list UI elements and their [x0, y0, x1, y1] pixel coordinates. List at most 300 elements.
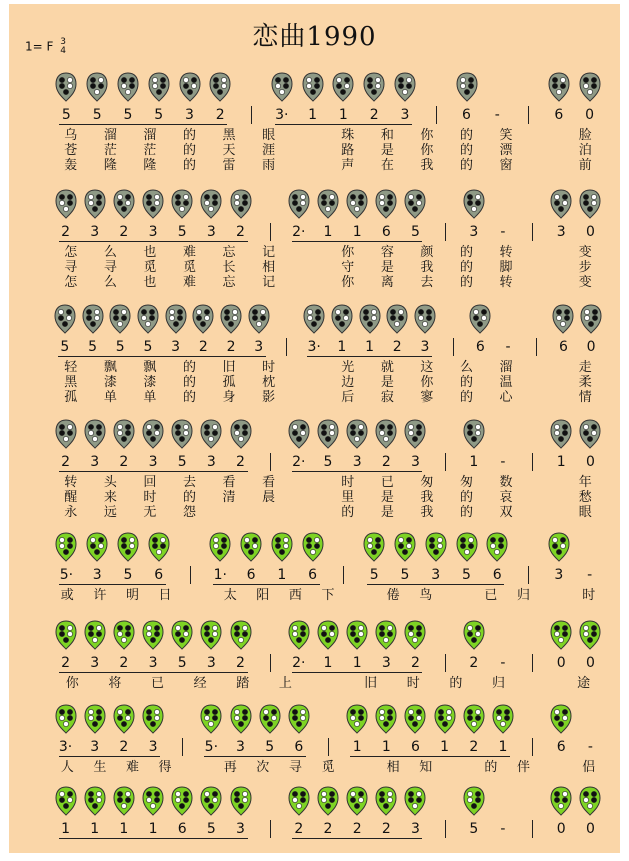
ocarina-fingering-icon	[230, 419, 252, 449]
lyric-char: 的	[459, 490, 473, 505]
note: 3	[206, 224, 216, 240]
lyric-char: 雷	[222, 158, 236, 173]
ocarina-fingering-icon	[548, 72, 570, 102]
note: 6	[462, 107, 471, 123]
lyric-char: 枕	[262, 375, 276, 390]
bar-line	[270, 820, 271, 838]
ocarina-fingering-icon	[317, 189, 339, 219]
lyric-char: 时	[341, 475, 355, 490]
note: 3	[90, 655, 100, 671]
ocarina-fingering-icon	[302, 72, 324, 102]
note: 3	[90, 739, 100, 755]
lyric-char: 轰	[64, 158, 78, 173]
ocarina-fingering-icon	[463, 189, 485, 219]
lyric-char: 你	[420, 143, 434, 158]
note: 3	[148, 224, 158, 240]
note: 6	[294, 739, 304, 755]
bar-line	[532, 223, 533, 241]
ocarina-fingering-icon	[55, 620, 77, 650]
note: 5	[177, 454, 187, 470]
note: 0	[585, 655, 595, 671]
lyric-char: 你	[65, 676, 79, 691]
ocarina-fingering-icon	[550, 704, 572, 734]
lyric-char: 侣	[582, 760, 596, 775]
note: 2	[469, 655, 479, 671]
ocarina-fingering-icon	[209, 532, 231, 562]
lyric-char: 知	[419, 760, 433, 775]
note: 0	[585, 224, 595, 240]
lyric-char: 的	[182, 360, 196, 375]
time-bottom: 4	[60, 46, 66, 56]
note: 1	[119, 821, 129, 837]
ocarina-fingering-icon	[492, 704, 514, 734]
ocarina-fingering-icon	[86, 72, 108, 102]
note: 2	[215, 107, 225, 123]
ocarina-fingering-icon	[271, 532, 293, 562]
lyric-char: 隆	[103, 158, 117, 173]
lyric-char: 你	[420, 375, 434, 390]
ocarina-fingering-icon	[117, 72, 139, 102]
note: 3	[171, 339, 181, 355]
beam-line	[204, 838, 247, 839]
note: 2	[392, 339, 402, 355]
ocarina-fingering-icon	[346, 189, 368, 219]
note: 6	[556, 739, 566, 755]
ocarina-fingering-icon	[84, 189, 106, 219]
bar-line	[532, 820, 533, 838]
lyric-char: 声	[341, 158, 355, 173]
lyric-char: 途	[577, 676, 591, 691]
lyric-char: 寥	[420, 390, 434, 405]
note-line	[9, 106, 620, 124]
lyric-char: 柔	[578, 375, 592, 390]
lyric-char: 边	[341, 375, 355, 390]
lyric-char: 脸	[578, 128, 592, 143]
lyric-char: 忘	[222, 275, 236, 290]
ocarina-fingering-icon	[469, 304, 491, 334]
note: 3	[352, 454, 362, 470]
note: 3	[236, 821, 245, 837]
bar-line	[270, 453, 271, 471]
note: 3	[148, 655, 158, 671]
lyric-char: 笑	[499, 128, 513, 143]
note: 1	[337, 339, 347, 355]
bar-line	[343, 566, 344, 584]
lyric-char: 茫	[103, 143, 117, 158]
note: 2	[61, 655, 71, 671]
lyric-char: 守	[341, 260, 355, 275]
beam-line	[117, 756, 160, 757]
note: -	[500, 454, 506, 470]
note-line	[9, 338, 620, 356]
lyric-char: 容	[380, 245, 394, 260]
ocarina-fingering-icon	[463, 786, 485, 816]
note: 6	[381, 224, 391, 240]
lyric-char: 眼	[262, 128, 276, 143]
beam-line	[204, 241, 247, 242]
note: 2	[411, 655, 420, 671]
note: 1	[440, 739, 450, 755]
lyric-char: 双	[499, 505, 513, 520]
bar-line	[532, 654, 533, 672]
ocarina-fingering-icon	[404, 620, 426, 650]
lyric-char: 觅	[182, 260, 196, 275]
bar-line	[182, 738, 183, 756]
lyric-char: 这	[420, 360, 434, 375]
lyric-char: 将	[108, 676, 122, 691]
lyric-char: 看	[262, 475, 276, 490]
lyric-line	[9, 128, 620, 143]
lyric-char: 无	[143, 505, 157, 520]
lyric-char: 难	[182, 245, 196, 260]
lyric-char: 归	[491, 676, 505, 691]
lyric-char: 离	[380, 275, 394, 290]
ocarina-fingering-icon	[579, 786, 601, 816]
lyric-char: 年	[578, 475, 592, 490]
lyric-char: 的	[459, 505, 473, 520]
bar-line	[532, 453, 533, 471]
ocarina-fingering-icon	[552, 304, 574, 334]
note: -	[587, 567, 593, 583]
lyric-char: 光	[341, 360, 355, 375]
note: 3	[469, 224, 479, 240]
time-signature	[60, 38, 66, 56]
ocarina-fingering-icon	[179, 72, 201, 102]
note: 3	[90, 224, 100, 240]
lyric-char: 的	[459, 375, 473, 390]
ocarina-fingering-icon	[550, 419, 572, 449]
key-text: 1= F	[25, 39, 54, 54]
lyric-char: 孤	[64, 390, 78, 405]
ocarina-fingering-icon	[404, 189, 426, 219]
beam-line	[379, 672, 422, 673]
beam-line	[467, 756, 510, 757]
lyric-char: 哀	[499, 490, 513, 505]
ocarina-fingering-icon	[375, 419, 397, 449]
ocarina-fingering-icon	[548, 532, 570, 562]
lyric-char: 踏	[236, 676, 250, 691]
lyric-char: 的	[459, 158, 473, 173]
lyric-char: 茫	[143, 143, 157, 158]
note: 2	[236, 224, 245, 240]
beam-line	[224, 356, 266, 357]
note: 3	[90, 454, 100, 470]
ocarina-fingering-icon	[82, 304, 104, 334]
bar-line	[453, 338, 454, 356]
bar-line	[251, 106, 252, 124]
lyric-line	[9, 260, 620, 275]
lyric-char: 苍	[64, 143, 78, 158]
note: 6	[475, 339, 485, 355]
ocarina-fingering-icon	[113, 786, 135, 816]
lyric-line	[9, 505, 620, 520]
lyric-char: 日	[158, 588, 172, 603]
ocarina-fingering-icon	[394, 72, 416, 102]
note: 3	[420, 339, 430, 355]
note: 1	[556, 454, 566, 470]
note: 2	[381, 454, 391, 470]
lyric-char: 孤	[222, 375, 236, 390]
ocarina-fingering-icon	[463, 620, 485, 650]
lyric-char: 就	[380, 360, 394, 375]
beam-line	[379, 471, 422, 472]
lyric-char: 或	[60, 588, 74, 603]
lyric-char: 么	[103, 275, 117, 290]
ocarina-fingering-icon	[414, 304, 436, 334]
lyric-char: 变	[578, 275, 592, 290]
lyric-char: 雨	[262, 158, 276, 173]
lyric-char: 的	[459, 245, 473, 260]
lyric-char: 相	[262, 260, 276, 275]
lyric-char: 身	[222, 390, 236, 405]
lyric-char: 转	[499, 275, 513, 290]
lyric-char: 脚	[499, 260, 513, 275]
note: 5	[60, 339, 70, 355]
note-line	[9, 566, 620, 584]
note: 1	[277, 567, 287, 583]
ocarina-fingering-icon	[240, 532, 262, 562]
lyric-char: 时	[262, 360, 276, 375]
lyric-char: 飘	[143, 360, 157, 375]
ocarina-fingering-icon	[171, 189, 193, 219]
note: 2	[369, 107, 379, 123]
lyric-char: 已	[380, 475, 394, 490]
lyric-char: 乌	[64, 128, 78, 143]
ocarina-fingering-icon	[200, 786, 222, 816]
lyric-char: 明	[125, 588, 139, 603]
ocarina-fingering-icon	[404, 786, 426, 816]
lyric-char: 生	[93, 760, 107, 775]
ocarina-fingering-icon	[363, 532, 385, 562]
key-signature	[25, 38, 66, 56]
note-line	[9, 223, 620, 241]
lyric-char: 时	[582, 588, 596, 603]
lyric-line	[9, 475, 620, 490]
ocarina-fingering-icon	[142, 189, 164, 219]
note-line	[9, 820, 620, 838]
bar-line	[445, 223, 446, 241]
ocarina-fingering-icon	[579, 419, 601, 449]
note: 5	[88, 339, 97, 355]
ocarina-fingering-icon	[55, 72, 77, 102]
beam-line	[263, 756, 306, 757]
lyric-char: 窗	[499, 158, 513, 173]
lyric-char: 怨	[182, 505, 196, 520]
lyric-char: 已	[151, 676, 165, 691]
note: 2	[381, 821, 391, 837]
lyric-char: 人	[60, 760, 74, 775]
lyric-char: 是	[380, 260, 394, 275]
note: 1	[498, 739, 508, 755]
lyric-char: 是	[380, 143, 394, 158]
note: 0	[556, 655, 566, 671]
lyric-char: 黑	[64, 375, 78, 390]
lyric-char: 里	[341, 490, 355, 505]
ocarina-fingering-icon	[230, 620, 252, 650]
score-page	[9, 4, 620, 853]
note: 3	[148, 454, 158, 470]
lyric-char: 再	[223, 760, 237, 775]
note: 5	[115, 339, 125, 355]
lyric-char: 步	[578, 260, 592, 275]
note: 1	[352, 224, 362, 240]
lyric-line	[9, 490, 620, 505]
note: 2·	[292, 224, 306, 240]
note: 1	[323, 224, 333, 240]
ocarina-fingering-icon	[84, 620, 106, 650]
ocarina-fingering-icon	[580, 304, 602, 334]
lyric-line	[9, 143, 620, 158]
ocarina-fingering-icon	[171, 419, 193, 449]
ocarina-fingering-icon	[456, 72, 478, 102]
lyric-char: 觅	[321, 760, 335, 775]
lyric-char: 的	[449, 676, 463, 691]
note: 1·	[213, 567, 227, 583]
lyric-char: 醒	[64, 490, 78, 505]
note: 3·	[275, 107, 289, 123]
ocarina-fingering-icon	[288, 786, 310, 816]
lyric-char: 的	[182, 143, 196, 158]
lyric-char: 转	[499, 245, 513, 260]
note: 6	[554, 107, 564, 123]
ocarina-fingering-icon	[200, 419, 222, 449]
lyric-line	[9, 375, 620, 390]
note: 2·	[292, 454, 306, 470]
lyric-char: 忘	[222, 245, 236, 260]
lyric-char: 我	[420, 505, 434, 520]
lyric-char: 颜	[420, 245, 434, 260]
lyric-char: 太	[223, 588, 237, 603]
lyric-char: 温	[499, 375, 513, 390]
ocarina-fingering-icon	[346, 704, 368, 734]
lyric-char: 记	[262, 245, 276, 260]
ocarina-fingering-icon	[346, 620, 368, 650]
note: 2	[61, 224, 71, 240]
note: 5	[323, 454, 333, 470]
lyric-char: 泊	[578, 143, 592, 158]
ocarina-fingering-icon	[288, 419, 310, 449]
bar-line	[190, 566, 191, 584]
ocarina-fingering-icon	[317, 620, 339, 650]
lyric-char: 路	[341, 143, 355, 158]
ocarina-fingering-icon	[55, 704, 77, 734]
ocarina-fingering-icon	[248, 304, 270, 334]
lyric-char: 你	[420, 128, 434, 143]
note: 2	[236, 655, 245, 671]
lyric-char: 飘	[103, 360, 117, 375]
lyric-char: 也	[143, 245, 157, 260]
note: 5	[265, 739, 275, 755]
lyric-char: 和	[380, 128, 394, 143]
ocarina-fingering-icon	[86, 532, 108, 562]
lyric-char: 影	[262, 390, 276, 405]
note: 3	[411, 821, 420, 837]
lyric-char: 匆	[420, 475, 434, 490]
lyric-char: 时	[143, 490, 157, 505]
note: 5	[92, 107, 102, 123]
lyric-char: 漆	[103, 375, 117, 390]
ocarina-fingering-icon	[142, 419, 164, 449]
ocarina-fingering-icon	[171, 620, 193, 650]
lyric-char: 前	[578, 158, 592, 173]
lyric-char: 的	[341, 505, 355, 520]
lyric-char: 去	[182, 475, 196, 490]
lyric-char: 漂	[499, 143, 513, 158]
lyric-line	[9, 760, 620, 775]
lyric-char: 相	[386, 760, 400, 775]
lyric-char: 是	[380, 490, 394, 505]
ocarina-fingering-icon	[55, 419, 77, 449]
bar-line	[528, 106, 529, 124]
lyric-char: 后	[341, 390, 355, 405]
beam-line	[379, 241, 422, 242]
note: 3	[254, 339, 264, 355]
lyric-char: 寂	[380, 390, 394, 405]
ocarina-fingering-icon	[331, 304, 353, 334]
beam-line	[204, 672, 247, 673]
ocarina-fingering-icon	[463, 419, 485, 449]
lyric-char: 溜	[143, 128, 157, 143]
lyric-char: 寻	[288, 760, 302, 775]
ocarina-fingering-icon	[288, 189, 310, 219]
lyric-char: 经	[193, 676, 207, 691]
lyric-char: 我	[420, 158, 434, 173]
lyric-char: 轻	[64, 360, 78, 375]
lyric-char: 回	[143, 475, 157, 490]
ocarina-fingering-icon	[375, 189, 397, 219]
lyric-char: 黑	[222, 128, 236, 143]
note: 3	[400, 107, 410, 123]
lyric-char: 溜	[499, 360, 513, 375]
note: 2	[236, 454, 245, 470]
ocarina-fingering-icon	[404, 419, 426, 449]
note: 1	[352, 655, 362, 671]
beam-line	[460, 584, 505, 585]
ocarina-fingering-icon	[303, 304, 325, 334]
note: 1	[323, 655, 333, 671]
lyric-char: 晨	[262, 490, 276, 505]
ocarina-fingering-icon	[200, 189, 222, 219]
lyric-char: 的	[459, 260, 473, 275]
note: 2	[294, 821, 304, 837]
ocarina-fingering-icon	[84, 786, 106, 816]
lyric-char: 眼	[578, 505, 592, 520]
note: 0	[586, 339, 596, 355]
ocarina-fingering-icon	[386, 304, 408, 334]
lyric-char: 伴	[517, 760, 531, 775]
ocarina-fingering-icon	[434, 704, 456, 734]
ocarina-fingering-icon	[375, 704, 397, 734]
bar-line	[445, 654, 446, 672]
ocarina-fingering-icon	[55, 532, 77, 562]
ocarina-fingering-icon	[113, 419, 135, 449]
lyric-line	[9, 245, 620, 260]
lyric-char: 去	[420, 275, 434, 290]
lyric-char: 已	[484, 588, 498, 603]
lyric-char: 的	[459, 275, 473, 290]
note: 1	[61, 821, 71, 837]
note: -	[500, 821, 506, 837]
ocarina-fingering-icon	[230, 786, 252, 816]
note: 3	[556, 224, 566, 240]
note-line	[9, 738, 620, 756]
lyric-char: 漆	[143, 375, 157, 390]
ocarina-fingering-icon	[113, 189, 135, 219]
ocarina-fingering-icon	[117, 532, 139, 562]
ocarina-fingering-icon	[200, 704, 222, 734]
ocarina-fingering-icon	[109, 304, 131, 334]
ocarina-fingering-icon	[230, 704, 252, 734]
